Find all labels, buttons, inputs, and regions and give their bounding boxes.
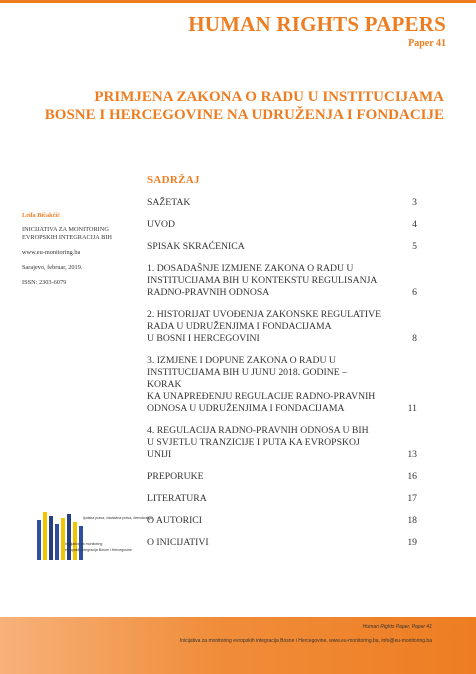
toc-entry-line: UVOD <box>147 219 175 230</box>
toc-entry-title <box>147 219 382 231</box>
toc-entry-line: PREPORUKE <box>147 471 204 482</box>
toc-entry[interactable] <box>147 537 417 549</box>
toc-entry-title <box>147 309 382 345</box>
toc-entry-line: INSTITUCIJAMA BIH U KONTEKSTU REGULISANJA <box>147 275 378 286</box>
place-date: Sarajevo, februar, 2019. <box>22 264 83 271</box>
toc-entry-line: ODNOSA U UDRUŽENJIMA I FONDACIJAMA <box>147 403 345 414</box>
toc-page-number: 13 <box>407 449 417 460</box>
toc-entry[interactable] <box>147 219 417 231</box>
toc-page-number: 3 <box>412 197 417 208</box>
organization <box>22 226 142 242</box>
top-accent-rule <box>0 0 476 3</box>
website: www.eu-monitoring.ba <box>22 249 81 256</box>
organization-line: EVROPSKIH INTEGRACIJA BIH <box>22 234 112 241</box>
toc-entry-line: 3. IZMJENE I DOPUNE ZAKONA O RADU U <box>147 355 336 366</box>
toc-entry-line: RADA U UDRUŽENJIMA I FONDACIJAMA <box>147 321 332 332</box>
toc-entry-line: U SVJETLU TRANZICIJE I PUTA KA EVROPSKOJ UNIJI <box>147 437 360 460</box>
toc-page-number: 18 <box>407 515 417 526</box>
document-title-line: PRIMJENA ZAKONA O RADU U INSTITUCIJAMA <box>94 89 444 105</box>
toc-entry-title <box>147 471 382 483</box>
footer-band <box>0 617 476 674</box>
toc-heading: SADRŽAJ <box>147 174 200 186</box>
toc-entry-line: KA UNAPREĐENJU REGULACIJE RADNO-PRAVNIH <box>147 391 376 402</box>
logo-name-line: evropskih integracija Bosne i Hercegovine <box>65 548 132 552</box>
toc-entry[interactable] <box>147 241 417 253</box>
toc-entry-title <box>147 241 382 253</box>
toc-entry[interactable] <box>147 515 417 527</box>
document-title <box>30 88 444 124</box>
document-title-line: BOSNE I HERCEGOVINE NA UDRUŽENJA I FONDACIJE <box>44 107 444 123</box>
toc-entry-line: 2. HISTORIJAT UVOĐENJA ZAKONSKE REGULATIVE <box>147 309 382 320</box>
author-name: Leila Bičakčić <box>22 212 60 219</box>
toc-entry-title <box>147 515 382 527</box>
toc-entry-line: O AUTORICI <box>147 515 202 526</box>
issn: ISSN: 2303-6079 <box>22 279 67 286</box>
initiative-logo <box>35 512 152 572</box>
toc-page-number: 17 <box>407 493 417 504</box>
toc-page-number: 4 <box>412 219 417 230</box>
toc-entry-line: RADNO-PRAVNIH ODNOSA <box>147 287 270 298</box>
toc-entry-line: 1. DOSADAŠNJE IZMJENE ZAKONA O RADU U <box>147 263 354 274</box>
toc-entry-line: SPISAK SKRAĆENICA <box>147 241 245 252</box>
toc-page-number: 16 <box>407 471 417 482</box>
toc-entry-line: U BOSNI I HERCEGOVINI <box>147 333 260 344</box>
toc-entry-title <box>147 355 382 415</box>
organization-line: INICIJATIVA ZA MONITORING <box>22 226 109 233</box>
paper-number: Paper 41 <box>408 38 446 49</box>
toc-entry-line: LITERATURA <box>147 493 207 504</box>
footer-paper-ref: Human Rights Paper, Paper 41 <box>362 624 432 630</box>
toc-entry-title <box>147 197 382 209</box>
toc-entry[interactable] <box>147 263 417 299</box>
toc-entry-line: 4. REGULACIJA RADNO-PRAVNIH ODNOSA U BIH <box>147 425 369 436</box>
series-title: HUMAN RIGHTS PAPERS <box>188 12 446 36</box>
toc-entry-line: SAŽETAK <box>147 197 191 208</box>
toc-page-number: 11 <box>407 403 417 414</box>
toc-entry-title <box>147 263 382 299</box>
toc-entry-line: INSTITUCIJAMA BIH U JUNU 2018. GODINE – KORAK <box>147 367 347 390</box>
toc-entry[interactable] <box>147 471 417 483</box>
logo-name-line: Inicijativa za monitoring <box>65 542 103 546</box>
toc-page-number: 5 <box>412 241 417 252</box>
toc-entry-line: O INICIJATIVI <box>147 537 209 548</box>
toc-page-number: 6 <box>412 287 417 298</box>
toc-entry-title <box>147 537 382 549</box>
toc-entry[interactable] <box>147 309 417 345</box>
toc-entry-title <box>147 425 382 461</box>
logo-tagline: ljudska prava, vladavina prava, demokratija <box>83 516 152 520</box>
footer-contact: Inicijativa za monitoring evropskih integracija Bosne i Hercegovine, www.eu-monitoring.ba, info@eu-monitoring.ba <box>179 638 432 644</box>
toc-entry[interactable] <box>147 425 417 461</box>
publication-info <box>22 212 142 294</box>
toc-entry[interactable] <box>147 197 417 209</box>
table-of-contents <box>147 197 417 549</box>
toc-page-number: 19 <box>407 537 417 548</box>
toc-entry[interactable] <box>147 493 417 505</box>
toc-entry-title <box>147 493 382 505</box>
toc-entry[interactable] <box>147 355 417 415</box>
toc-page-number: 8 <box>412 333 417 344</box>
